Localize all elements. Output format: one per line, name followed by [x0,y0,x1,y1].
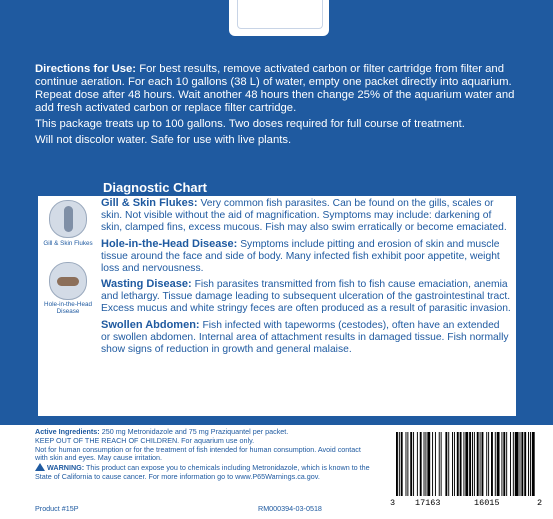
barcode-bar [510,432,511,496]
barcode-bar [520,432,521,496]
barcode-bar [465,432,468,496]
barcode-bar [503,432,505,496]
directions-text: For best results, remove activated carbon or filter cartridge from filter and continue aeration. For each 10 gallons (38 L) of water, empty one packet directly into aquarium. Repeat dose after 48 hours. Wait another 48 hours then change 25% of the aquarium water and add fresh activated carbon or replace filter cartridge. [35,63,515,114]
barcode-bar [521,432,523,496]
barcode-bar [432,432,433,496]
directions-heading: Directions for Use: [35,63,137,75]
barcode-bar [482,432,484,496]
diagnostic-entry [101,320,511,356]
fluke-icon [49,200,87,238]
barcode-digit-check: 2 [537,498,543,508]
barcode-bar [448,432,449,496]
barcode-bar [454,432,455,496]
ingredients-label: Active Ingredients: [35,427,100,436]
barcode-digits-left: 17163 [415,498,441,508]
barcode-bar [497,432,500,496]
worm-icon [49,262,87,300]
diagnostic-entry [101,279,511,315]
barcode-bar [441,432,442,496]
barcode-bar [524,432,526,496]
item-code: RM000394-03-0518 [258,504,322,513]
barcode-bar [491,432,493,496]
barcode-bars [392,432,538,496]
diagnostic-entry [101,239,511,275]
disease-name: Wasting Disease: [101,278,192,291]
barcode-bar [410,432,412,496]
treatment-capacity: This package treats up to 100 gallons. Two doses required for full course of treatment. [35,118,465,130]
barcode-bar [457,432,459,496]
ingredients-text: 250 mg Metronidazole and 75 mg Praziquantel per packet. [101,427,289,436]
disease-description: Symptoms include pitting and erosion of skin and muscle tissue around the face and side of body. Many infected fish exhibit poor appetite, weight loss and nervousness. [101,238,500,274]
barcode-bar [501,432,502,496]
regulatory-info [35,428,375,482]
barcode-bar [445,432,447,496]
barcode-bar [417,432,418,496]
product-number: Product #15P [35,504,79,513]
disease-name: Hole-in-the-Head Disease: [101,237,238,250]
barcode-bar [406,432,407,496]
fluke-shape [64,206,73,232]
barcode-bar [439,432,440,496]
barcode-bar [532,432,535,496]
warning-line [35,463,375,482]
barcode-bar [477,432,479,496]
barcode-bar [463,432,464,496]
disease-description: Fish infected with tapeworms (cestodes), often have an extended or swollen abdomen. Internal area of attachment results in damaged tissue. Fish normally show signs of reduction in growth and general malaise. [101,320,509,355]
barcode-bar [425,432,426,496]
diagnostic-entries [101,198,511,361]
worm-shape [57,277,79,286]
barcode-bar [480,432,481,496]
directions-paragraph [35,63,520,115]
barcode-bar [420,432,422,496]
barcode-bar [472,432,473,496]
barcode-bar [488,432,489,496]
barcode-bar [506,432,507,496]
upc-barcode [386,428,544,512]
barcode-bar [515,432,519,496]
barcode-bar [495,432,496,496]
barcode-digit-system: 3 [390,498,396,508]
barcode-bar [401,432,403,496]
barcode-bar [427,432,430,496]
thumbnail-caption: Hole-in-the-Head Disease [44,301,92,315]
barcode-bar [469,432,471,496]
barcode-bar [413,432,414,496]
barcode-bar [435,432,436,496]
directions-block [35,63,520,147]
barcode-bar [513,432,514,496]
disease-description: Very common fish parasites. Can be found on the gills, scales or skin. Not visible without the aid of magnification. Symptoms may include: darkening of skin, clamped fins, excess mucous. Fish may also swim erratically or become emaciated. [101,198,507,233]
thumbnail-caption: Gill & Skin Flukes [43,240,93,247]
barcode-bar [460,432,462,496]
hang-tab-cutout [229,0,329,36]
warning-text: This product can expose you to chemicals including Metronidazole, which is known to the State of California to cause cancer. For more information go to www.P65Warnings.ca.gov. [35,463,370,481]
diagnostic-chart-title: Diagnostic Chart [103,180,208,195]
warning-icon [35,463,45,471]
safety-note: Will not discolor water. Safe for use with live plants. [35,134,292,146]
barcode-digits-right: 16015 [474,498,500,508]
keep-out-text: KEEP OUT OF THE REACH OF CHILDREN. For aquarium use only. [35,435,255,445]
barcode-bar [399,432,400,496]
not-for-human-text: Not for human consumption or for the treatment of fish intended for human consumption. Avoid contact with skin and eyes. May cause irritation. [35,444,361,463]
barcode-bar [530,432,531,496]
barcode-bar [486,432,487,496]
hang-tab-outline [237,0,323,29]
diagnostic-entry [101,198,511,234]
barcode-bar [407,432,408,496]
disease-description: Fish parasites transmitted from fish to fish cause emaciation, anemia and lethargy. Tissue damage leading to subsequent ulceration of the gastrointestinal tract. Excess mucus and white stringy feces are often produced as a result of parasitic invasion. [101,279,511,315]
barcode-bar [474,432,475,496]
barcode-bar [424,432,425,496]
disease-name: Swollen Abdomen: [101,319,200,332]
barcode-bar [528,432,529,496]
warning-label: WARNING: [47,463,85,473]
barcode-bar [396,432,398,496]
barcode-bar [452,432,453,496]
disease-name: Gill & Skin Flukes: [101,197,198,209]
